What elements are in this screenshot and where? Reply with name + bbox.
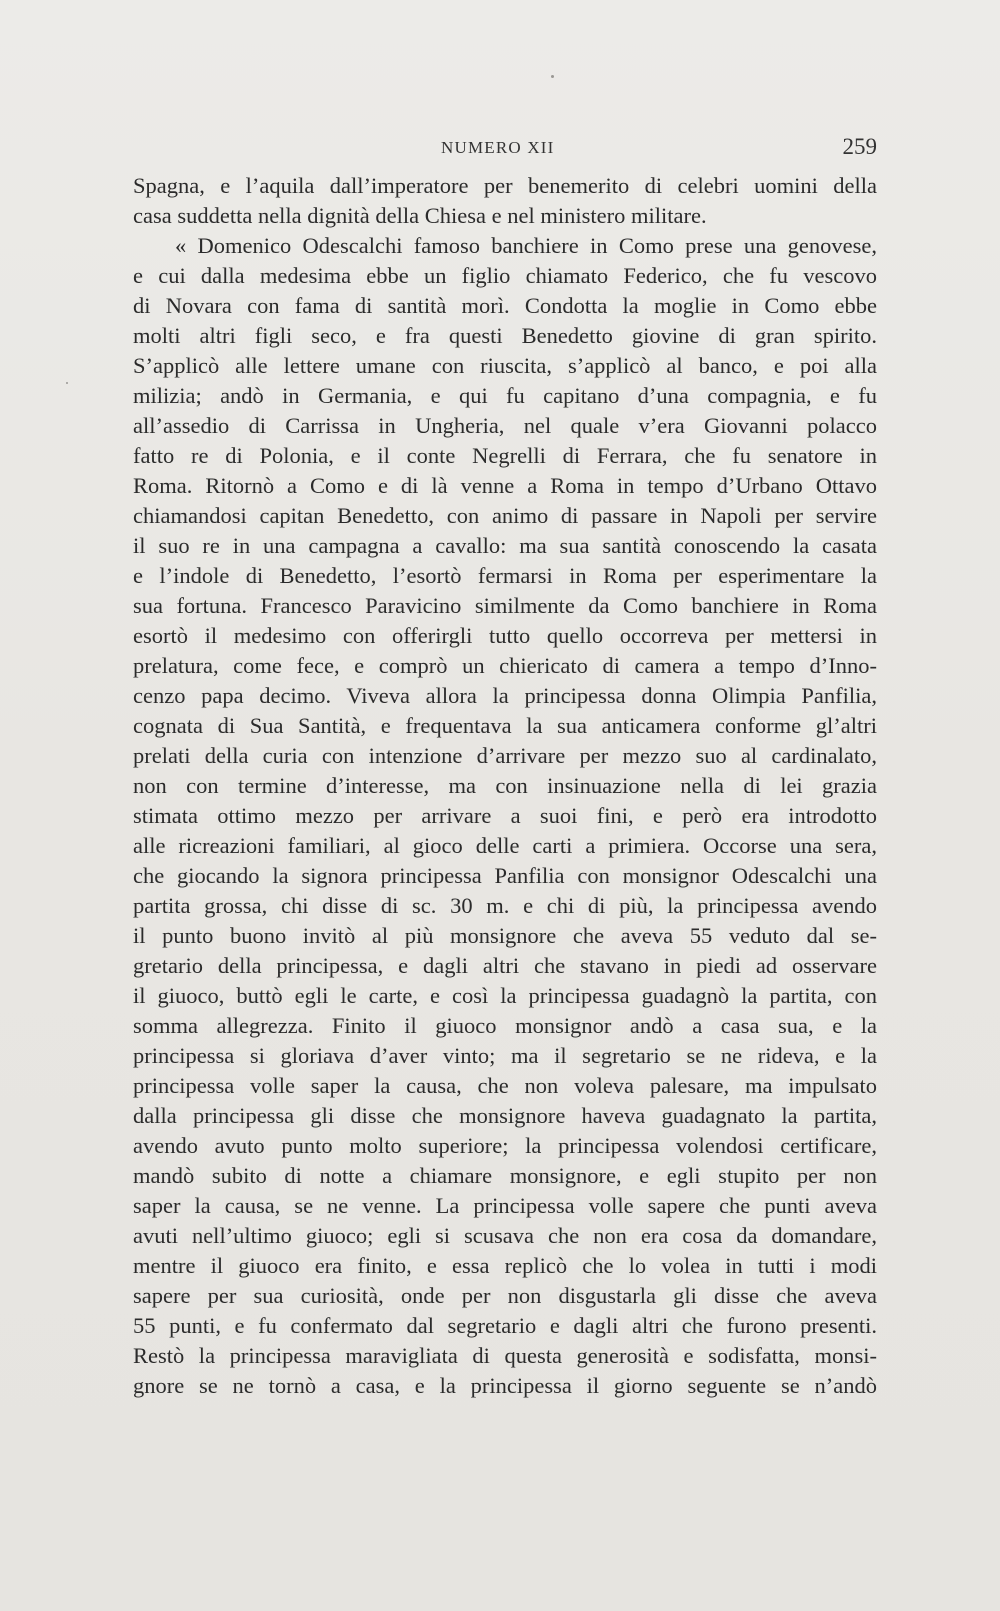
text-line: esortò il medesimo con offerirgli tutto quello occorreva per mettersi in	[133, 623, 877, 648]
text-line: sapere per sua curiosità, onde per non disgustarla gli disse che aveva	[133, 1283, 877, 1308]
text-line: partita grossa, chi disse di sc. 30 m. e chi di più, la principessa avendo	[133, 893, 877, 918]
text-line: il suo re in una campagna a cavallo: ma sua santità conoscendo la casata	[133, 533, 877, 558]
text-line: cognata di Sua Santità, e frequentava la sua anticamera conforme gl’altri	[133, 713, 877, 738]
text-line: sua fortuna. Francesco Paravicino similmente da Como banchiere in Roma	[133, 593, 877, 618]
text-line: all’assedio di Carrissa in Ungheria, nel quale v’era Giovanni polacco	[133, 413, 877, 438]
text-line: somma allegrezza. Finito il giuoco monsignor andò a casa sua, e la	[133, 1013, 877, 1038]
text-line: di Novara con fama di santità morì. Condotta la moglie in Como ebbe	[133, 293, 877, 318]
running-title: NUMERO XII	[441, 138, 555, 157]
running-header	[133, 134, 877, 164]
text-line: prelatura, come fece, e comprò un chiericato di camera a tempo d’Inno-	[133, 653, 877, 678]
text-line: S’applicò alle lettere umane con riuscita, s’applicò al banco, e poi alla	[133, 353, 877, 378]
paper-speck	[551, 75, 554, 78]
text-line: cenzo papa decimo. Viveva allora la principessa donna Olimpia Panfilia,	[133, 683, 877, 708]
text-line: fatto re di Polonia, e il conte Negrelli di Ferrara, che fu senatore in	[133, 443, 877, 468]
text-line: il punto buono invitò al più monsignore che aveva 55 veduto dal se-	[133, 923, 877, 948]
text-line: chiamandosi capitan Benedetto, con animo di passare in Napoli per servire	[133, 503, 877, 528]
text-line: mentre il giuoco era finito, e essa replicò che lo volea in tutti i modi	[133, 1253, 877, 1278]
text-line: che giocando la signora principessa Panfilia con monsignor Odescalchi una	[133, 863, 877, 888]
text-line: stimata ottimo mezzo per arrivare a suoi fini, e però era introdotto	[133, 803, 877, 828]
text-line: avuti nell’ultimo giuoco; egli si scusava che non era cosa da domandare,	[133, 1223, 877, 1248]
text-line: gnore se ne tornò a casa, e la principessa il giorno seguente se n’andò	[133, 1373, 877, 1398]
text-line: molti altri figli seco, e fra questi Benedetto giovine di gran spirito.	[133, 323, 877, 348]
text-line: « Domenico Odescalchi famoso banchiere in Como prese una genovese,	[175, 233, 877, 258]
text-line: Restò la principessa maravigliata di questa generosità e sodisfatta, monsi-	[133, 1343, 877, 1368]
text-line: Roma. Ritornò a Como e di là venne a Roma in tempo d’Urbano Ottavo	[133, 473, 877, 498]
text-line: Spagna, e l’aquila dall’imperatore per benemerito di celebri uomini della	[133, 173, 877, 198]
text-line: principessa si gloriava d’aver vinto; ma il segretario se ne rideva, e la	[133, 1043, 877, 1068]
text-line: gretario della principessa, e dagli altri che stavano in piedi ad osservare	[133, 953, 877, 978]
page-number: 259	[842, 134, 877, 159]
text-line: avendo avuto punto molto superiore; la principessa volendosi certificare,	[133, 1133, 877, 1158]
text-line: e cui dalla medesima ebbe un figlio chiamato Federico, che fu vescovo	[133, 263, 877, 288]
text-line: casa suddetta nella dignità della Chiesa e nel ministero militare.	[133, 203, 707, 228]
text-line: mandò subito di notte a chiamare monsignore, e egli stupito per non	[133, 1163, 877, 1188]
text-line: dalla principessa gli disse che monsignore haveva guadagnato la partita,	[133, 1103, 877, 1128]
text-line: saper la causa, se ne venne. La principessa volle sapere che punti aveva	[133, 1193, 877, 1218]
text-line: 55 punti, e fu confermato dal segretario e dagli altri che furono presenti.	[133, 1313, 877, 1338]
text-line: e l’indole di Benedetto, l’esortò fermarsi in Roma per esperimentare la	[133, 563, 877, 588]
text-line: prelati della curia con intenzione d’arrivare per mezzo suo al cardinalato,	[133, 743, 877, 768]
text-line: il giuoco, buttò egli le carte, e così la principessa guadagnò la partita, con	[133, 983, 877, 1008]
text-line: milizia; andò in Germania, e qui fu capitano d’una compagnia, e fu	[133, 383, 877, 408]
body-text	[133, 171, 877, 1401]
text-line: non con termine d’interesse, ma con insinuazione nella di lei grazia	[133, 773, 877, 798]
text-line: principessa volle saper la causa, che non voleva palesare, ma impulsato	[133, 1073, 877, 1098]
text-line: alle ricreazioni familiari, al gioco delle carti a primiera. Occorse una sera,	[133, 833, 877, 858]
paper-speck	[66, 382, 68, 384]
